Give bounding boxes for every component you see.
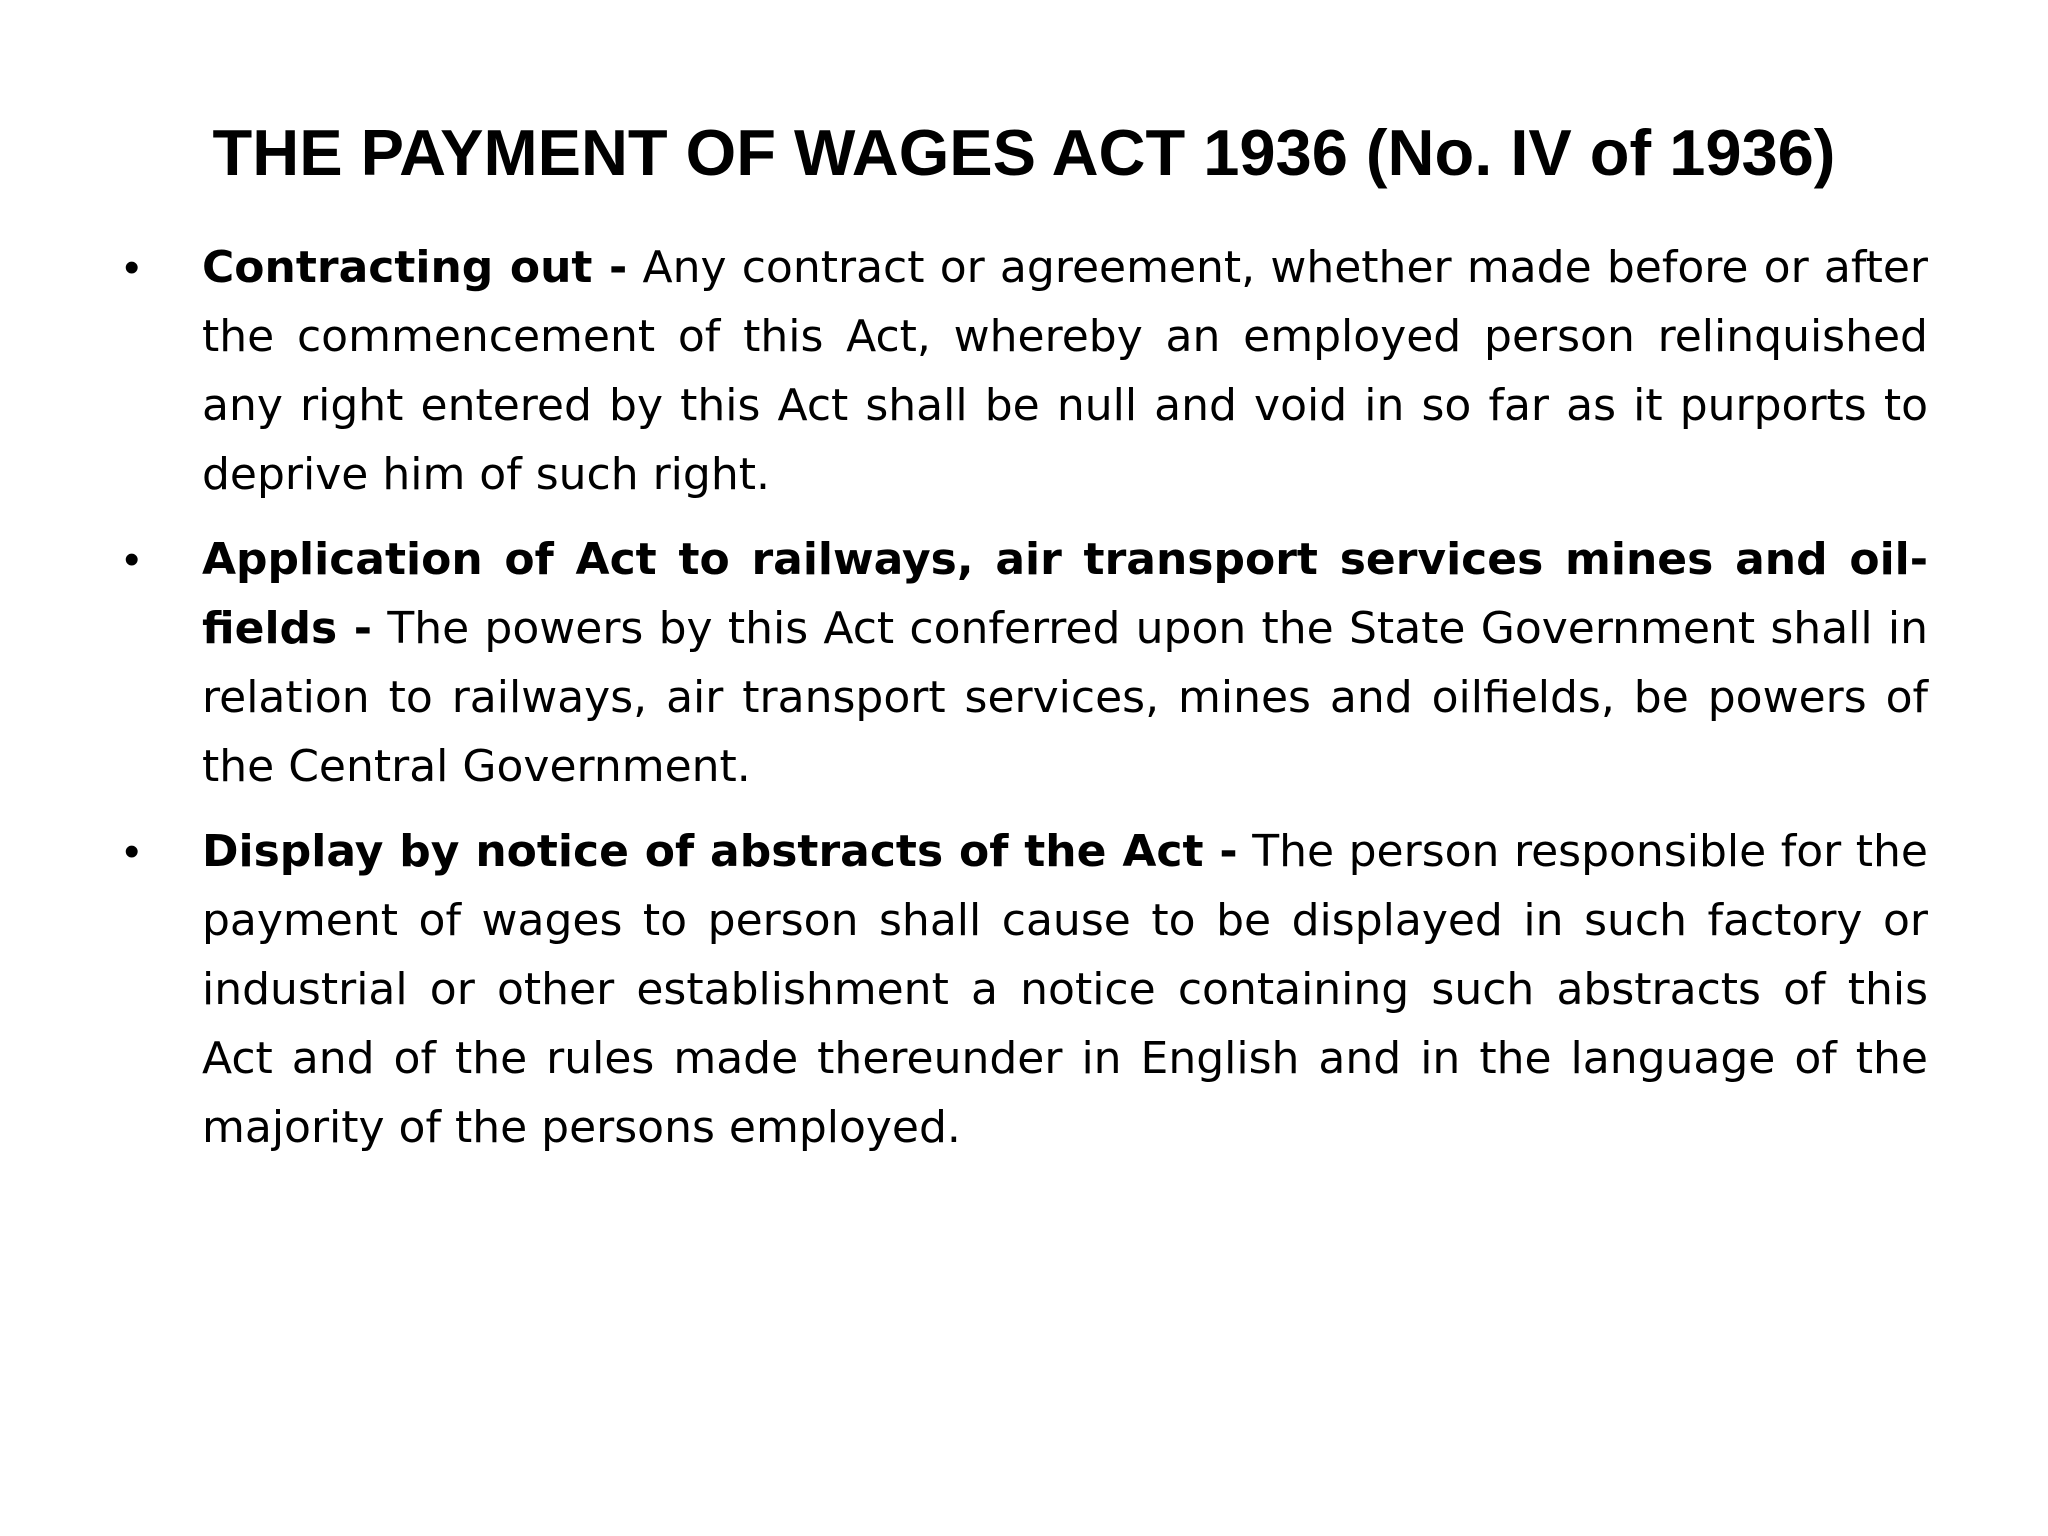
bullet-item-application-of-act xyxy=(120,525,1928,801)
bullet-item-contracting-out xyxy=(120,233,1928,509)
bullet-text: The powers by this Act conferred upon the State Government shall in relation to railways, air transport services, mines and oilfields, be powers of the Central Government. xyxy=(202,603,1928,792)
bullet-text: The person responsible for the payment of wages to person shall cause to be displayed in such factory or industrial or other establishment a notice containing such abstracts of this Act and of the rules made thereunder in English and in the language of the majority of the persons employed. xyxy=(202,826,1928,1153)
bullet-icon: • xyxy=(124,535,140,584)
bullet-text: Any contract or agreement, whether made before or after the commencement of this Act, whereby an employed person relinquished any right entered by this Act shall be null and void in so far as it purports to deprive him of such right. xyxy=(202,242,1929,500)
slide-title: THE PAYMENT OF WAGES ACT 1936 (No. IV of 1936) xyxy=(212,116,1836,189)
bullet-icon: • xyxy=(124,243,140,292)
bullet-term: Application of Act to railways, air transport services mines and oil-fields - xyxy=(202,534,1928,654)
bullet-item-display-by-notice xyxy=(120,817,1928,1162)
bullet-icon: • xyxy=(124,827,140,876)
bullet-term: Contracting out - xyxy=(202,242,628,293)
bullet-term: Display by notice of abstracts of the Act - xyxy=(202,826,1238,877)
bullet-list xyxy=(120,233,1928,1178)
